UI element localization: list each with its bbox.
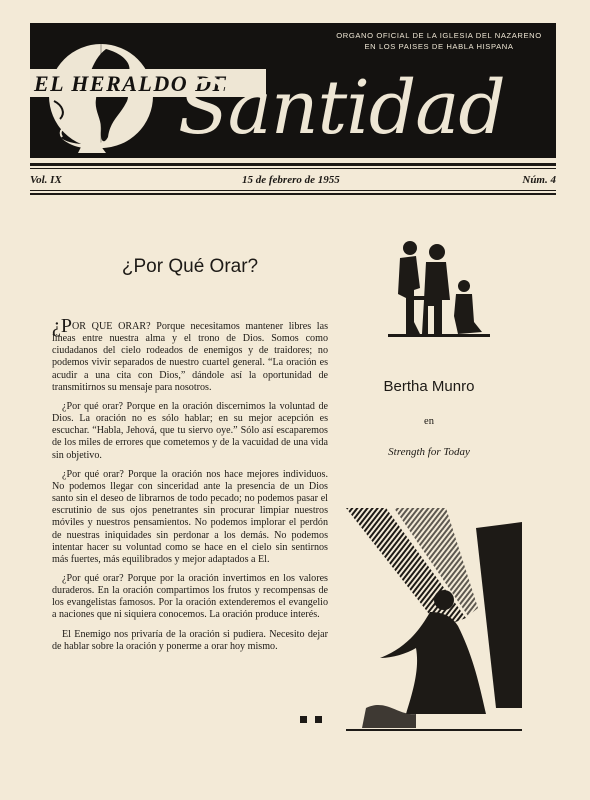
end-mark-square-1 <box>300 716 307 723</box>
oil-lamp-icon <box>54 115 140 155</box>
first-words: OR QUE ORAR? <box>72 321 151 332</box>
family-praying-illustration <box>384 236 494 346</box>
issue-rule <box>30 190 556 191</box>
article-author: Bertha Munro <box>383 378 475 395</box>
article-paragraph-5: El Enemigo nos privaría de la oración si pudiera. Necesito dejar de hablar sobre la oración y ponerme a orar hoy mismo. <box>52 628 328 652</box>
end-mark-square-2 <box>315 716 322 723</box>
article-paragraph-2: ¿Por qué orar? Porque en la oración discernimos la voluntad de Dios. La oración no es sólo hablar; en su mejor acepción es escuchar. “Habla, Jehová, que tu siervo oye.” Sólo así escaparemos de los miles de errores que cometemos y de la vacuidad de una vida sin objetivo. <box>52 400 328 461</box>
masthead-title-main: Santidad <box>178 65 505 151</box>
tagline-line-2: EN LOS PAISES DE HABLA HISPANA <box>364 42 514 51</box>
masthead <box>30 23 556 158</box>
masthead-title-top: EL HERALDO DE <box>34 71 229 96</box>
article-paragraph-3: ¿Por qué orar? Porque la oración nos hace mejores individuos. No podemos llegar con sinceridad ante la presencia de un Dios santo sin el deseo de librarnos de todo pecado; no podemos pasar el escrutinio de sus ojos penetrantes sin procurar limpiar nuestros móviles y nuestros pensamientos. No podemos implorar el perdón de nuestras iniquidades sin perdonar a los demás. No podemos intentar hacer su voluntad como se hace en el cielo sin sentirnos más fuertes, más equilibrados y mejor adaptados a El. <box>52 468 328 565</box>
article-paragraph-4: ¿Por qué orar? Porque por la oración invertimos en los valores duraderos. En la oración compartimos los frutos y recompensas de los evangelistas famosos. Por la oración extenderemos el evangelio a naciones que ni siquiera conocemos. La oración produce interés. <box>52 572 328 621</box>
drop-cap: ¿P <box>52 315 72 337</box>
masthead-rule-thin <box>30 168 556 169</box>
article-title: ¿Por Qué Orar? <box>121 256 259 277</box>
kneeling-figure-illustration <box>346 508 522 744</box>
paragraph-1-text: Porque necesitamos mantener libres las líneas entre nuestra alma y el trono de Dios. Somos como ciudadanos del cielo rodeados de enemigos y de traidores; no podemos vivir separados de nuestro cuartel general. “La oración es acudir a una cita con Dios,” dándole así la oportunidad de transmitirnos su mensaje para nosotros. <box>52 321 328 393</box>
issue-line <box>30 174 556 190</box>
issue-date: 15 de febrero de 1955 <box>242 174 340 186</box>
end-mark <box>300 716 326 724</box>
article-body <box>52 315 328 653</box>
article-source: Strength for Today <box>388 446 470 458</box>
issue-volume: Vol. IX <box>30 174 62 186</box>
issue-number: Núm. 4 <box>522 174 556 186</box>
masthead-rule-top <box>30 163 556 166</box>
masthead-tagline <box>326 30 552 52</box>
source-connector: en <box>424 416 434 427</box>
issue-rule-thick <box>30 193 556 195</box>
article-paragraph-1 <box>52 315 328 394</box>
tagline-line-1: ORGANO OFICIAL DE LA IGLESIA DEL NAZARENO <box>336 31 542 40</box>
